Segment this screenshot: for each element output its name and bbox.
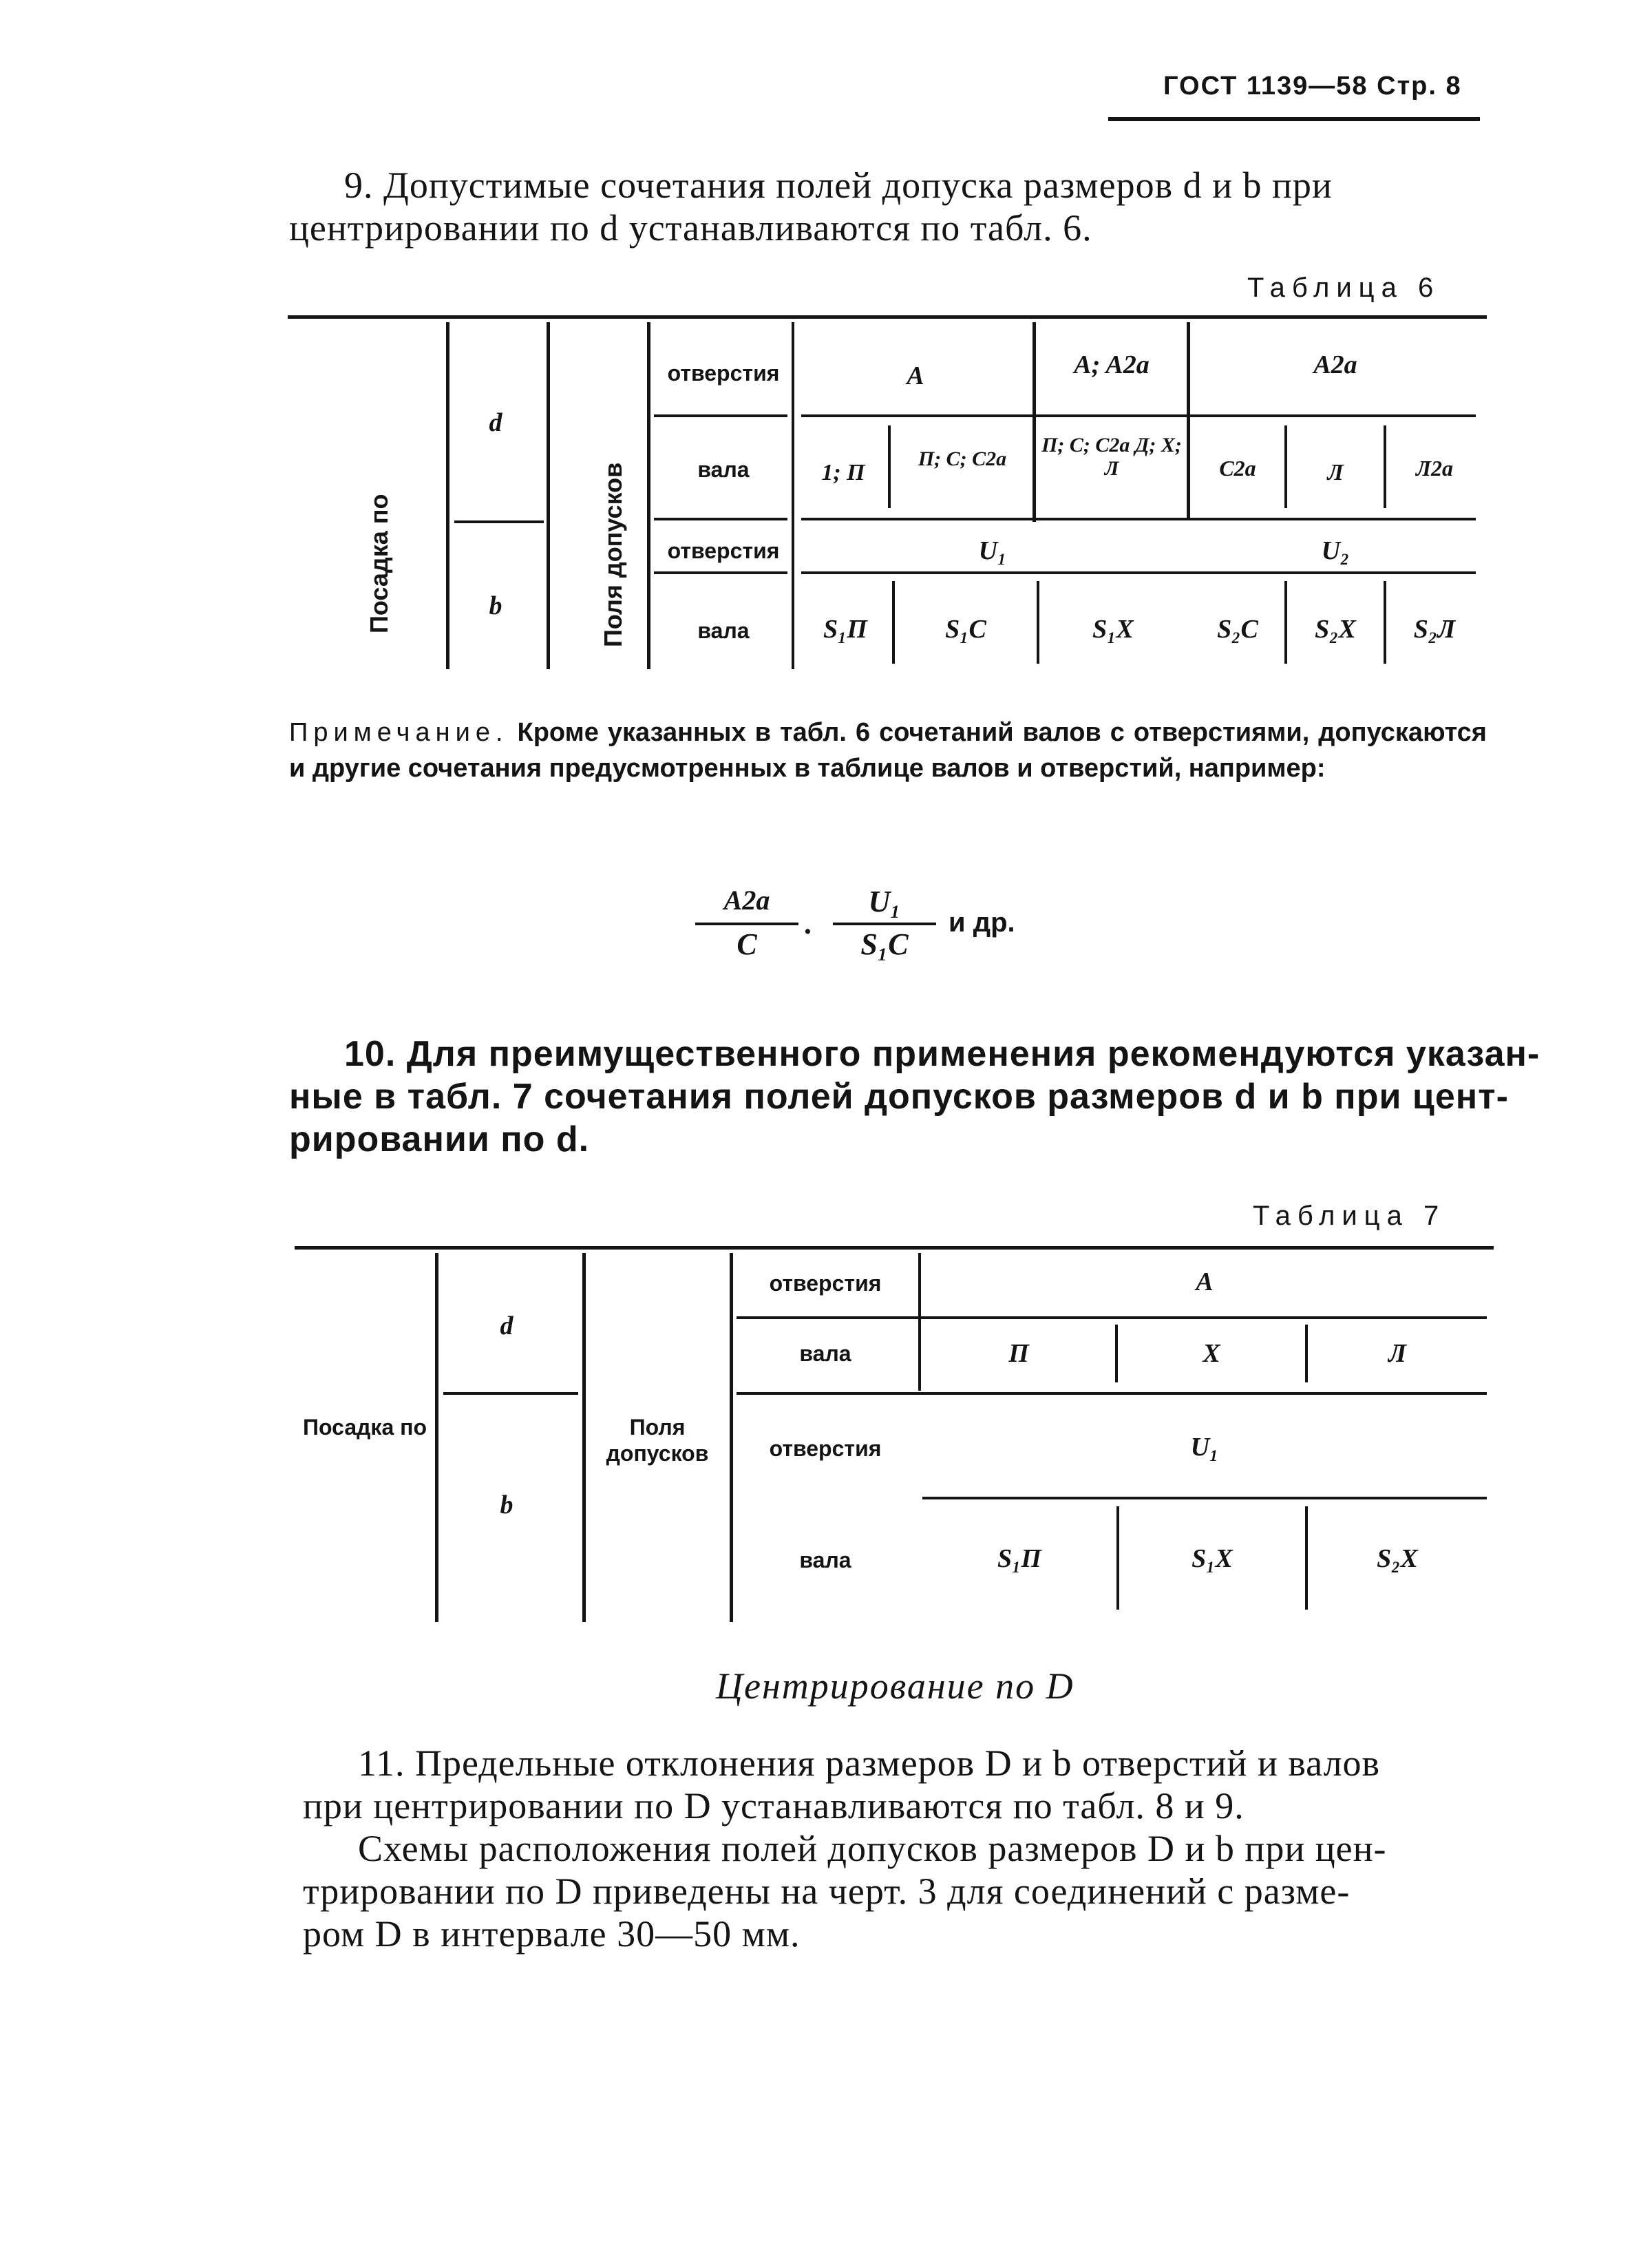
table6-dshaft-1: П; С; С2a [918, 447, 1007, 470]
table7-row-shaft-d: вала [799, 1341, 851, 1366]
table6-bshaft-4: S₂X [1315, 615, 1356, 644]
table6-row-shaft-b: вала [697, 618, 750, 643]
table7-col-fields: Поля допусков [606, 1415, 709, 1466]
para11-line1: 11. Предельные отклонения размеров D и b отверстий и валов [358, 1742, 1381, 1784]
para10-line3: рировании по d. [289, 1119, 590, 1159]
table6-bshaft-5: S₂Л [1413, 615, 1456, 644]
note-label: Примечание. [289, 718, 509, 747]
frac1-den: C [737, 927, 757, 961]
table7-d-label: d [500, 1312, 513, 1340]
frac2-num: U₁ [868, 885, 901, 918]
table7-col-fit: Посадка по [303, 1415, 427, 1440]
table6-b-label: b [489, 591, 502, 620]
table6-dshaft-5: Л2a [1416, 456, 1453, 481]
table7-dshaft-1: X [1203, 1339, 1220, 1368]
table7-bshaft-1: S₁X [1192, 1544, 1233, 1573]
table6-dhole-1: A; A2a [1074, 350, 1150, 379]
table6-col-fit: Посадка по [365, 494, 393, 633]
table7-dshaft-2: Л [1388, 1339, 1407, 1368]
header-rule [1108, 117, 1480, 121]
table7-bshaft-2: S₂X [1377, 1544, 1418, 1573]
para11-line5: ром D в интервале 30—50 мм. [303, 1913, 801, 1955]
table6-dshaft-2: П; С; С2a Д; Х; Л [1041, 434, 1182, 480]
table6-bshaft-1: S₁C [945, 615, 986, 644]
table7-row-shaft-b: вала [799, 1548, 851, 1572]
frac1-num: A2a [723, 885, 770, 916]
para11-line2: при центрировании по D устанавливаются по табл. 8 и 9. [303, 1785, 1245, 1826]
table6-dhole-0: A [907, 361, 924, 390]
table6-row-shaft-d: вала [697, 457, 750, 482]
para10-line1: 10. Для преимущественного применения рекомендуются указан- [344, 1034, 1540, 1074]
table7-caption: Таблица 7 [1253, 1201, 1446, 1231]
table6-d-label: d [489, 408, 502, 437]
formula-dot: . [805, 907, 813, 940]
table7-dshaft-0: П [1008, 1339, 1029, 1368]
frac2-den: S₁C [860, 927, 909, 961]
para11-line3: Схемы расположения полей допусков размеров D и b при цен- [358, 1828, 1387, 1869]
table6-row-hole-b: отверстия [667, 538, 780, 563]
note [289, 715, 1487, 786]
note-text: Кроме указанных в табл. 6 сочетаний валов с отверстиями, допускаются и другие сочетания предусмотренных в таблице валов и отверстий, например: [289, 718, 1487, 783]
table7-row-hole-b: отверстия [769, 1436, 882, 1461]
table6-bshaft-2: S₁X [1092, 615, 1134, 644]
para11-line4: трировании по D приведены на черт. 3 для соединений с разме- [303, 1871, 1351, 1912]
para10-line2: ные в табл. 7 сочетания полей допусков размеров d и b при цент- [289, 1077, 1509, 1117]
table6-col-fields: Поля допусков [599, 462, 627, 647]
table7-dhole: A [1196, 1267, 1214, 1296]
table6-dshaft-0: 1; П [821, 460, 865, 485]
para9-line2: центрировании по d устанавливаются по табл. 6. [289, 207, 1092, 249]
formula-tail: и др. [949, 907, 1015, 938]
table7-row-hole-d: отверстия [769, 1271, 882, 1296]
table7-b-label: b [500, 1491, 513, 1519]
table6-dshaft-4: Л [1327, 460, 1344, 485]
table6-bhole-1: U₂ [1321, 536, 1350, 565]
para9-line1: 9. Допустимые сочетания полей допуска размеров d и b при [344, 165, 1333, 206]
table6-row-hole-d: отверстия [667, 361, 780, 386]
table6-bhole-0: U₁ [978, 536, 1007, 565]
section-heading: Центрирование по D [716, 1665, 1074, 1707]
table7-bshaft-0: S₁П [997, 1544, 1041, 1573]
table7-bhole: U₁ [1190, 1433, 1219, 1462]
table6-bshaft-3: S₂C [1217, 615, 1258, 644]
table6-bshaft-0: S₁П [823, 615, 867, 644]
table6-dhole-2: A2a [1313, 350, 1357, 379]
table6-caption: Таблица 6 [1247, 273, 1441, 303]
table6-dshaft-3: С2a [1219, 456, 1256, 481]
page-header: ГОСТ 1139—58 Стр. 8 [1163, 72, 1462, 101]
